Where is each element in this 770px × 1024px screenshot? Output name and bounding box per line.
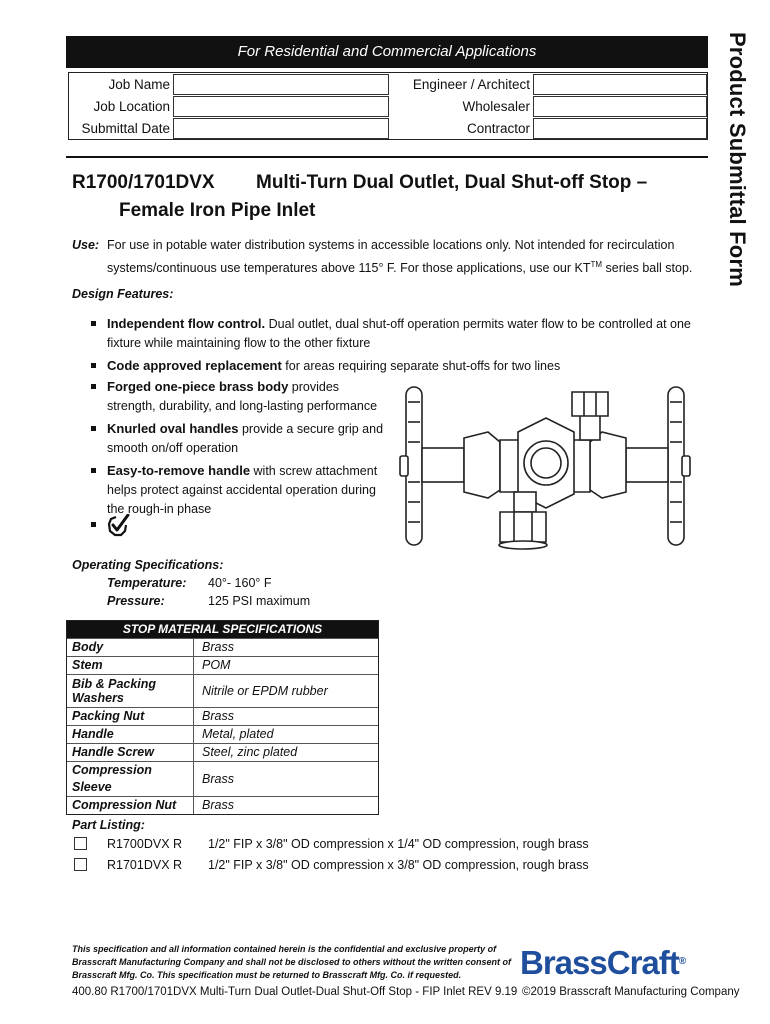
job-info-row — [69, 74, 707, 96]
feature-item — [90, 461, 390, 519]
job-name-label: Job Name — [108, 77, 170, 92]
design-features-label: Design Features: — [72, 287, 174, 301]
part-cell: Compression Nut — [67, 797, 194, 814]
part-cell: Compression Sleeve — [67, 762, 194, 796]
part-description: 1/2" FIP x 3/8" OD compression x 1/4" OD compression, rough brass — [208, 837, 589, 851]
part-number: R1700DVX R — [107, 837, 183, 851]
operating-specs-label: Operating Specifications: — [72, 558, 224, 572]
pressure-value: 125 PSI maximum — [208, 594, 311, 608]
table-row — [67, 761, 378, 796]
table-row — [67, 638, 378, 656]
feature-item — [90, 356, 700, 376]
submittal-date-label: Submittal Date — [81, 121, 170, 136]
use-text-main: For use in potable water distribution systems in accessible locations only. Not intended for recirculation systems/continuous use temperatures above 115° F. For those applications, use our KT — [107, 238, 675, 276]
material-cell: Metal, plated — [202, 727, 274, 741]
feature-title: Forged one-piece brass body — [107, 379, 289, 394]
feature-title: Code approved replacement — [107, 358, 282, 373]
feature-text: with screw attachment helps protect against accidental operation during the rough-in phase — [107, 464, 378, 516]
trademark-mark: TM — [590, 260, 603, 269]
contractor-label: Contractor — [466, 121, 530, 136]
material-cell: Brass — [202, 709, 234, 723]
part-cell: Body — [67, 639, 194, 656]
part-checkbox[interactable] — [74, 858, 87, 871]
material-specs-header: STOP MATERIAL SPECIFICATIONS — [67, 621, 378, 638]
material-specs-table — [66, 620, 379, 815]
bullet-marker — [90, 520, 98, 528]
table-row — [67, 725, 378, 743]
section-divider — [66, 156, 708, 158]
job-location-label: Job Location — [93, 99, 170, 114]
table-row — [67, 656, 378, 674]
use-text-end: series ball stop. — [602, 261, 693, 276]
job-name-field[interactable] — [173, 74, 389, 95]
part-cell: Handle Screw — [67, 744, 194, 761]
check-badge-icon — [106, 514, 130, 538]
part-cell: Stem — [67, 657, 194, 674]
table-row — [67, 796, 378, 814]
material-cell: Nitrile or EPDM rubber — [202, 683, 328, 698]
temperature-label: Temperature: — [107, 576, 187, 590]
material-cell: POM — [202, 658, 231, 672]
product-title-line1: Multi-Turn Dual Outlet, Dual Shut-off Stop – — [256, 172, 648, 193]
feature-list-narrow — [90, 377, 390, 522]
part-number: R1701DVX R — [107, 858, 183, 872]
material-cell: Steel, zinc plated — [202, 745, 298, 759]
part-listing-label: Part Listing: — [72, 818, 145, 832]
document-id: 400.80 R1700/1701DVX Multi-Turn Dual Outlet-Dual Shut-Off Stop - FIP Inlet REV 9.19 — [72, 986, 518, 998]
feature-item — [90, 419, 390, 458]
job-info-table — [68, 72, 708, 140]
logo-text: BrassCraft — [520, 944, 679, 981]
job-info-row — [69, 96, 707, 118]
part-description: 1/2" FIP x 3/8" OD compression x 3/8" OD compression, rough brass — [208, 858, 589, 872]
table-row — [67, 674, 378, 707]
header-banner: For Residential and Commercial Applications — [66, 36, 708, 68]
part-checkbox[interactable] — [74, 837, 87, 850]
vertical-title-text: Product Submittal Form — [725, 32, 750, 287]
job-location-field[interactable] — [173, 96, 389, 117]
brasscraft-logo — [520, 944, 685, 982]
submittal-date-field[interactable] — [173, 118, 389, 139]
use-text — [107, 236, 707, 278]
engineer-field[interactable] — [533, 74, 707, 95]
feature-title: Knurled oval handles — [107, 421, 239, 436]
part-cell: Handle — [67, 726, 194, 743]
feature-title: Independent flow control. — [107, 316, 266, 331]
table-row — [67, 707, 378, 725]
table-row — [67, 743, 378, 761]
use-label: Use: — [72, 238, 100, 252]
feature-text: provides strength, durability, and long-lasting performance — [107, 380, 378, 413]
material-cell: Brass — [202, 771, 234, 786]
feature-text: provide a secure grip and smooth on/off operation — [107, 422, 384, 455]
copyright: ©2019 Brasscraft Manufacturing Company — [522, 986, 740, 998]
feature-list-wide — [90, 314, 700, 379]
feature-item — [90, 314, 700, 353]
wholesaler-field[interactable] — [533, 96, 707, 117]
model-number: R1700/1701DVX — [72, 172, 215, 193]
engineer-label: Engineer / Architect — [412, 77, 530, 92]
material-cell: Brass — [202, 798, 234, 812]
feature-text: for areas requiring separate shut-offs for two lines — [281, 359, 561, 373]
vertical-title — [716, 32, 756, 322]
confidentiality-notice: This specification and all information contained herein is the confidential and exclusive property of Brasscraft Manufacturing Company and shall not be disclosed to others without the written consent of Brasscraft Mfg. Co. This specification must be returned to Brasscraft Mfg. Co. if requested. — [72, 944, 512, 980]
temperature-value: 40°- 160° F — [208, 576, 272, 590]
feature-title: Easy-to-remove handle — [107, 463, 251, 478]
pressure-label: Pressure: — [107, 594, 165, 608]
part-cell: Bib & Packing Washers — [67, 675, 194, 707]
valve-illustration — [396, 382, 694, 552]
wholesaler-label: Wholesaler — [462, 99, 530, 114]
part-cell: Packing Nut — [67, 708, 194, 725]
registered-mark: ® — [678, 956, 686, 967]
feature-item — [90, 377, 390, 416]
job-info-row — [69, 118, 707, 140]
contractor-field[interactable] — [533, 118, 707, 139]
feature-text: Dual outlet, dual shut-off operation permits water flow to be controlled at one fixture while maintaining flow to the other fixture — [107, 317, 691, 350]
product-title-line2: Female Iron Pipe Inlet — [119, 200, 316, 221]
material-cell: Brass — [202, 640, 234, 654]
